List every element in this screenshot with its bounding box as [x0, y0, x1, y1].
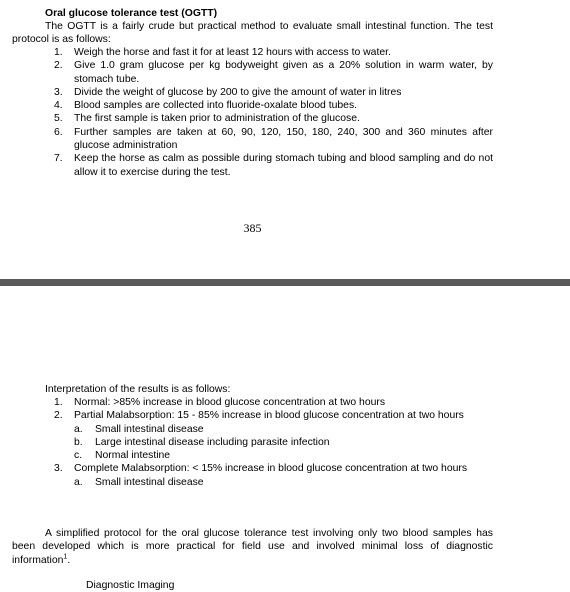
- sub-text: Small intestinal disease: [95, 476, 204, 488]
- list-item: [45, 112, 493, 125]
- sub-list: [74, 476, 493, 489]
- result-number: 2.: [54, 410, 63, 422]
- sub-number: a.: [74, 423, 83, 435]
- simplified-protocol-paragraph: [12, 527, 493, 567]
- intro-paragraph: [12, 20, 493, 47]
- step-text: Keep the horse as calm as possible during stomach tubing and blood sampling and do not allow it to exercise during the test.: [74, 153, 493, 178]
- protocol-steps-list: [45, 46, 493, 179]
- result-text: Partial Malabsorption: 15 - 85% increase in blood glucose concentration at two hours: [74, 410, 464, 422]
- step-number: 5.: [54, 113, 63, 125]
- step-text: Divide the weight of glucose by 200 to give the amount of water in litres: [74, 86, 402, 98]
- step-number: 6.: [54, 126, 63, 138]
- step-text: Give 1.0 gram glucose per kg bodyweight given as a 20% solution in warm water, by stomach tube.: [74, 60, 493, 85]
- sub-text: Large intestinal disease including parasite infection: [95, 436, 330, 448]
- list-item: [45, 46, 493, 59]
- step-number: 4.: [54, 100, 63, 112]
- sub-list-item: [74, 449, 493, 462]
- sub-number: b.: [74, 436, 83, 448]
- list-item: [45, 462, 493, 489]
- result-text: Complete Malabsorption: < 15% increase in blood glucose concentration at two hours: [74, 463, 468, 475]
- sub-list-item: [74, 436, 493, 449]
- step-number: 1.: [54, 47, 63, 58]
- interpretation-list: [45, 396, 493, 489]
- sub-list-item: [74, 423, 493, 436]
- list-item: [45, 59, 493, 86]
- list-item: [45, 86, 493, 99]
- list-item: [45, 99, 493, 112]
- step-text: The first sample is taken prior to administration of the glucose.: [74, 113, 360, 125]
- page-divider: [0, 279, 570, 286]
- intro-text: The OGTT is a fairly crude but practical method to evaluate small intestinal function. The test protocol is as follows:: [12, 21, 493, 46]
- result-text: Normal: >85% increase in blood glucose concentration at two hours: [74, 397, 386, 408]
- list-item: [45, 409, 493, 462]
- interpretation-lead: Interpretation of the results is as follows:: [45, 384, 231, 395]
- step-text: Weigh the horse and fast it for at least 12 hours with access to water.: [74, 47, 391, 58]
- sub-list: [74, 423, 493, 463]
- document-page-385: [0, 0, 570, 279]
- step-text: Further samples are taken at 60, 90, 120, 150, 180, 240, 300 and 360 minutes after glucose administration: [74, 126, 493, 152]
- simplified-text: A simplified protocol for the oral glucose tolerance test involving only two blood samples has been developed which is more practical for field use and involved minimal loss of diagnostic information: [12, 528, 493, 566]
- sub-text: Normal intestine: [95, 450, 171, 462]
- sub-number: c.: [74, 450, 83, 462]
- sub-list-item: [74, 476, 493, 489]
- step-number: 3.: [54, 86, 63, 98]
- sub-text: Small intestinal disease: [95, 423, 204, 435]
- reference-marker: 1: [63, 553, 68, 561]
- list-item: [45, 126, 493, 153]
- result-number: 1.: [54, 397, 63, 408]
- result-number: 3.: [54, 463, 63, 475]
- section-heading: Oral glucose tolerance test (OGTT): [45, 8, 218, 19]
- step-number: 2.: [54, 60, 63, 72]
- simplified-end: .: [67, 554, 71, 566]
- list-item: [45, 396, 493, 409]
- page-number: 385: [243, 221, 262, 235]
- next-section-heading: Diagnostic Imaging: [86, 580, 175, 591]
- sub-number: a.: [74, 476, 83, 488]
- step-number: 7.: [54, 153, 63, 165]
- list-item: [45, 152, 493, 179]
- step-text: Blood samples are collected into fluoride-oxalate blood tubes.: [74, 100, 358, 112]
- document-page-next: [0, 286, 570, 591]
